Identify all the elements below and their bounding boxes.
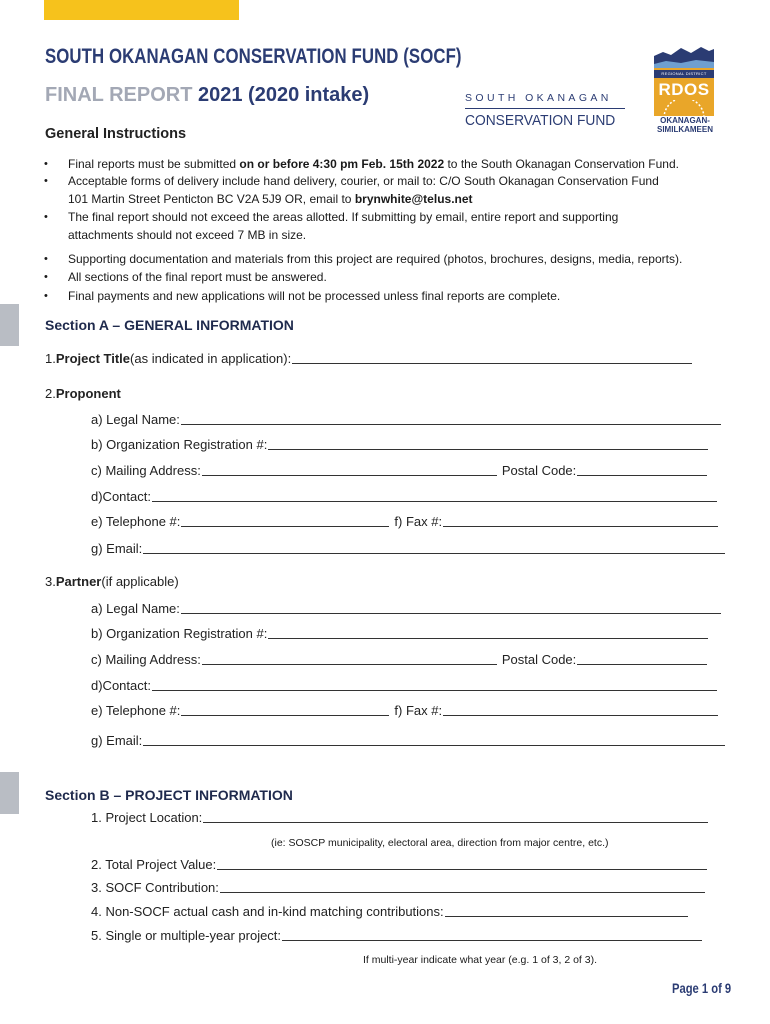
non-socf-contributions-input[interactable]: [445, 915, 688, 917]
instruction-6: Final payments and new applications will not be processed unless final reports are complete.: [68, 289, 561, 303]
non-socf-contributions: 4. Non-SOCF actual cash and in-kind matching contributions:: [91, 904, 688, 919]
proponent-contact: d)Contact:: [91, 489, 717, 504]
partner-contact-input[interactable]: [152, 689, 717, 691]
page-number: Page 1 of 9: [672, 980, 732, 996]
rdos-top-text: REGIONAL DISTRICT: [654, 70, 714, 78]
total-project-value: 2. Total Project Value:: [91, 857, 707, 872]
partner-fax-input[interactable]: [443, 714, 718, 716]
proponent-org-reg-input[interactable]: [268, 448, 708, 450]
instruction-3-line1: The final report should not exceed the areas allotted. If submitting by email, entire report and supporting: [68, 210, 619, 224]
socf-logo: [465, 92, 627, 129]
partner-email-input[interactable]: [143, 744, 725, 746]
partner-heading: 3. Partner (if applicable): [45, 574, 179, 589]
instruction-2-line1: Acceptable forms of delivery include hand delivery, courier, or mail to: C/O South Okanagan Conservation Fund: [68, 174, 659, 188]
project-location: 1. Project Location:: [91, 810, 708, 825]
partner-mailing: c) Mailing Address: Postal Code:: [91, 652, 707, 667]
proponent-org-reg: b) Organization Registration #:: [91, 437, 708, 452]
partner-org-reg-input[interactable]: [268, 637, 708, 639]
bullet-icon: •: [44, 290, 48, 302]
bullet-icon: •: [44, 175, 48, 187]
bullet-icon: •: [44, 158, 48, 170]
side-tab-section-a: [0, 304, 19, 346]
partner-postal-input[interactable]: [577, 663, 707, 665]
partner-contact: d)Contact:: [91, 678, 717, 693]
project-title-input[interactable]: [292, 362, 692, 364]
proponent-heading: 2. Proponent: [45, 386, 121, 401]
bullet-icon: •: [44, 211, 48, 223]
partner-telephone: e) Telephone #: f) Fax #:: [91, 703, 718, 718]
rdos-badge: [654, 68, 714, 116]
rdos-name: RDOS: [658, 80, 710, 99]
socf-logo-rule: [465, 108, 625, 109]
section-b-heading: Section B – PROJECT INFORMATION: [45, 787, 293, 803]
report-label: FINAL REPORT: [45, 84, 193, 106]
bullet-icon: •: [44, 271, 48, 283]
instruction-2-line2: 101 Martin Street Penticton BC V2A 5J9 OR, email to brynwhite@telus.net: [68, 192, 473, 206]
instructions-heading: General Instructions: [45, 126, 187, 142]
side-tab-section-b: [0, 772, 19, 814]
instruction-4: Supporting documentation and materials from this project are required (photos, brochures, designs, media, reports).: [68, 252, 683, 266]
proponent-email: g) Email:: [91, 541, 725, 556]
socf-logo-line1: SOUTH OKANAGAN: [465, 92, 612, 104]
instruction-3-line2: attachments should not exceed 7 MB in size.: [68, 228, 307, 242]
proponent-contact-input[interactable]: [152, 500, 717, 502]
rdos-logo: [651, 44, 719, 136]
proponent-legal-name-input[interactable]: [181, 423, 721, 425]
project-location-input[interactable]: [203, 821, 708, 823]
proponent-telephone-input[interactable]: [181, 525, 389, 527]
multi-year-hint: If multi-year indicate what year (e.g. 1 of 3, 2 of 3).: [363, 954, 598, 966]
bullet-icon: •: [44, 253, 48, 265]
partner-telephone-input[interactable]: [181, 714, 389, 716]
socf-logo-line2: CONSERVATION FUND: [465, 112, 616, 129]
fund-title: SOUTH OKANAGAN CONSERVATION FUND (SOCF): [45, 45, 462, 68]
instruction-1: Final reports must be submitted on or before 4:30 pm Feb. 15th 2022 to the South Okanagan Conservation Fund.: [68, 157, 679, 171]
report-year: 2021 (2020 intake): [197, 84, 370, 106]
partner-email: g) Email:: [91, 733, 725, 748]
instruction-5: All sections of the final report must be answered.: [68, 270, 327, 284]
proponent-fax-input[interactable]: [443, 525, 718, 527]
proponent-telephone: e) Telephone #: f) Fax #:: [91, 514, 718, 529]
proponent-legal-name: a) Legal Name:: [91, 412, 721, 427]
partner-org-reg: b) Organization Registration #:: [91, 626, 708, 641]
socf-contribution-input[interactable]: [220, 891, 705, 893]
socf-contribution: 3. SOCF Contribution:: [91, 880, 705, 895]
section-a-heading: Section A – GENERAL INFORMATION: [45, 317, 294, 333]
proponent-email-input[interactable]: [143, 552, 725, 554]
single-multi-year: 5. Single or multiple-year project:: [91, 928, 702, 943]
partner-mailing-input[interactable]: [202, 663, 497, 665]
mountain-icon: [651, 44, 719, 70]
proponent-postal-input[interactable]: [577, 474, 707, 476]
project-location-hint: (ie: SOSCP municipality, electoral area, direction from major centre, etc.): [271, 837, 609, 849]
proponent-mailing-input[interactable]: [202, 474, 497, 476]
total-project-value-input[interactable]: [217, 868, 707, 870]
project-title-field: 1. Project Title (as indicated in application):: [45, 351, 692, 366]
top-accent-bar: [44, 0, 239, 20]
partner-legal-name-input[interactable]: [181, 612, 721, 614]
rdos-region: OKANAGAN- SIMILKAMEEN: [657, 116, 713, 134]
report-title: [45, 84, 369, 107]
partner-legal-name: a) Legal Name:: [91, 601, 721, 616]
proponent-mailing: c) Mailing Address: Postal Code:: [91, 463, 707, 478]
contact-email-link[interactable]: brynwhite@telus.net: [354, 192, 473, 206]
single-multi-year-input[interactable]: [282, 939, 702, 941]
